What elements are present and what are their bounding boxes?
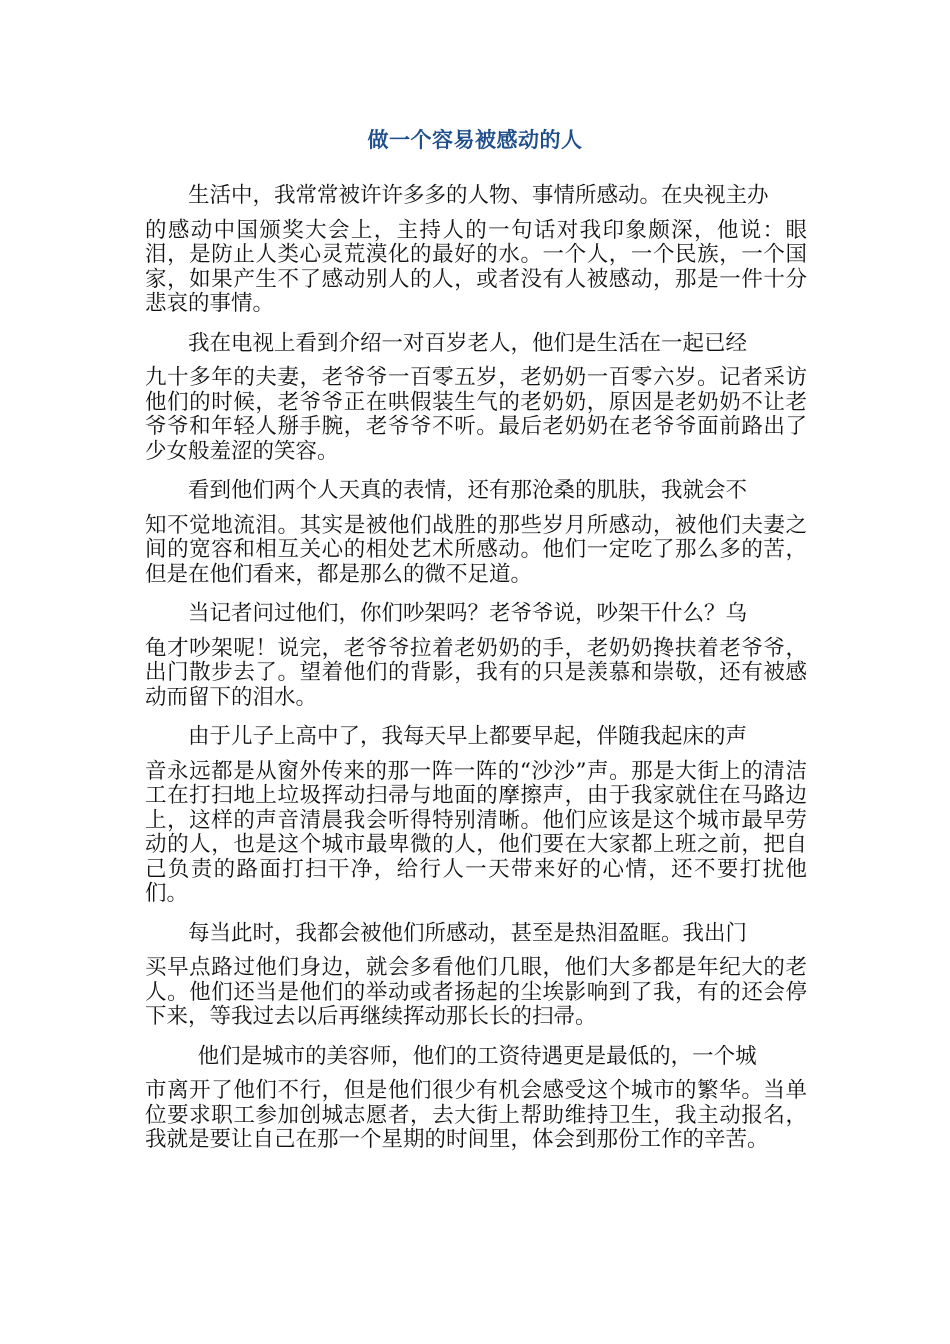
paragraph-1-rest: 的感动中国颁奖大会上，主持人的一句话对我印象颇深，他说：眼泪，是防止人类心灵荒漠化的最好的水。一个人，一个民族，一个国家，如果产生不了感动别人的人，或者没有人被感动，那是一件十分悲哀的事情。: [145, 217, 807, 316]
paragraph-6-rest: 买早点路过他们身边，就会多看他们几眼，他们大多都是年纪大的老人。他们还当是他们的举动或者扬起的尘埃影响到了我，有的还会停下来，等我过去以后再继续挥动那长长的扫帚。: [145, 955, 807, 1029]
paragraph-4-first-line: 当记者问过他们，你们吵架吗？老爷爷说，吵架干什么？乌: [188, 601, 748, 626]
paragraph-7-first-line: 他们是城市的美容师，他们的工资待遇更是最低的，一个城: [197, 1043, 757, 1069]
paragraph-5: [145, 725, 807, 907]
paragraph-3-rest: 知不觉地流泪。其实是被他们战胜的那些岁月所感动，被他们夫妻之间的宽容和相互关心的相处艺术所感动。他们一定吃了那么多的苦，但是在他们看来，都是那么的微不足道。: [145, 512, 807, 587]
paragraph-5-first-line: 由于儿子上高中了，我每天早上都要早起，伴随我起床的声: [188, 724, 748, 749]
document-title: 做一个容易被感动的人: [367, 127, 583, 152]
paragraph-3: [145, 479, 807, 587]
paragraph-2-first-line: 我在电视上看到介绍一对百岁老人，他们是生活在一起已经: [188, 330, 748, 356]
paragraph-6: [145, 922, 807, 1030]
paragraph-4: [145, 602, 807, 710]
paragraph-1-first-line: 生活中，我常常被许许多多的人物、事情所感动。在央视主办: [188, 183, 769, 208]
paragraph-4-rest: 龟才吵架呢！说完，老爷爷拉着老奶奶的手，老奶奶搀扶着老爷爷，出门散步去了。望着他们的背影，我有的只是羡慕和崇敬，还有被感动而留下的泪水。: [145, 635, 807, 710]
paragraph-5-rest: 音永远都是从窗外传来的那一阵一阵的“沙沙”声。那是大街上的清洁工在打扫地上垃圾挥动扫帚与地面的摩擦声，由于我家就住在马路边上，这样的声音清晨我会听得特别清晰。他们应该是这个城市最早劳动的人，也是这个城市最卑微的人，他们要在大家都上班之前，把自己负责的路面打扫干净，给行人一天带来好的心情，还不要打扰他们。: [145, 758, 807, 906]
paragraph-2-rest: 九十多年的夫妻，老爷爷一百零五岁，老奶奶一百零六岁。记者采访他们的时候，老爷爷正在哄假装生气的老奶奶，原因是老奶奶不让老爷爷和年轻人掰手腕，老爷爷不听。最后老奶奶在老爷爷面前路出了少女般羞涩的笑容。: [145, 365, 807, 464]
paragraph-7: [145, 1045, 807, 1153]
paragraph-2: [145, 332, 807, 465]
paragraph-1: [145, 184, 807, 317]
paragraph-3-first-line: 看到他们两个人天真的表情，还有那沧桑的肌肤，我就会不: [188, 478, 748, 503]
paragraph-7-rest: 市离开了他们不行，但是他们很少有机会感受这个城市的繁华。当单位要求职工参加创城志愿者，去大街上帮助维持卫生，我主动报名，我就是要让自己在那一个星期的时间里，体会到那份工作的辛苦。: [145, 1078, 807, 1152]
paragraph-6-first-line: 每当此时，我都会被他们所感动，甚至是热泪盈眶。我出门: [188, 920, 748, 946]
document-body: [145, 184, 807, 1168]
